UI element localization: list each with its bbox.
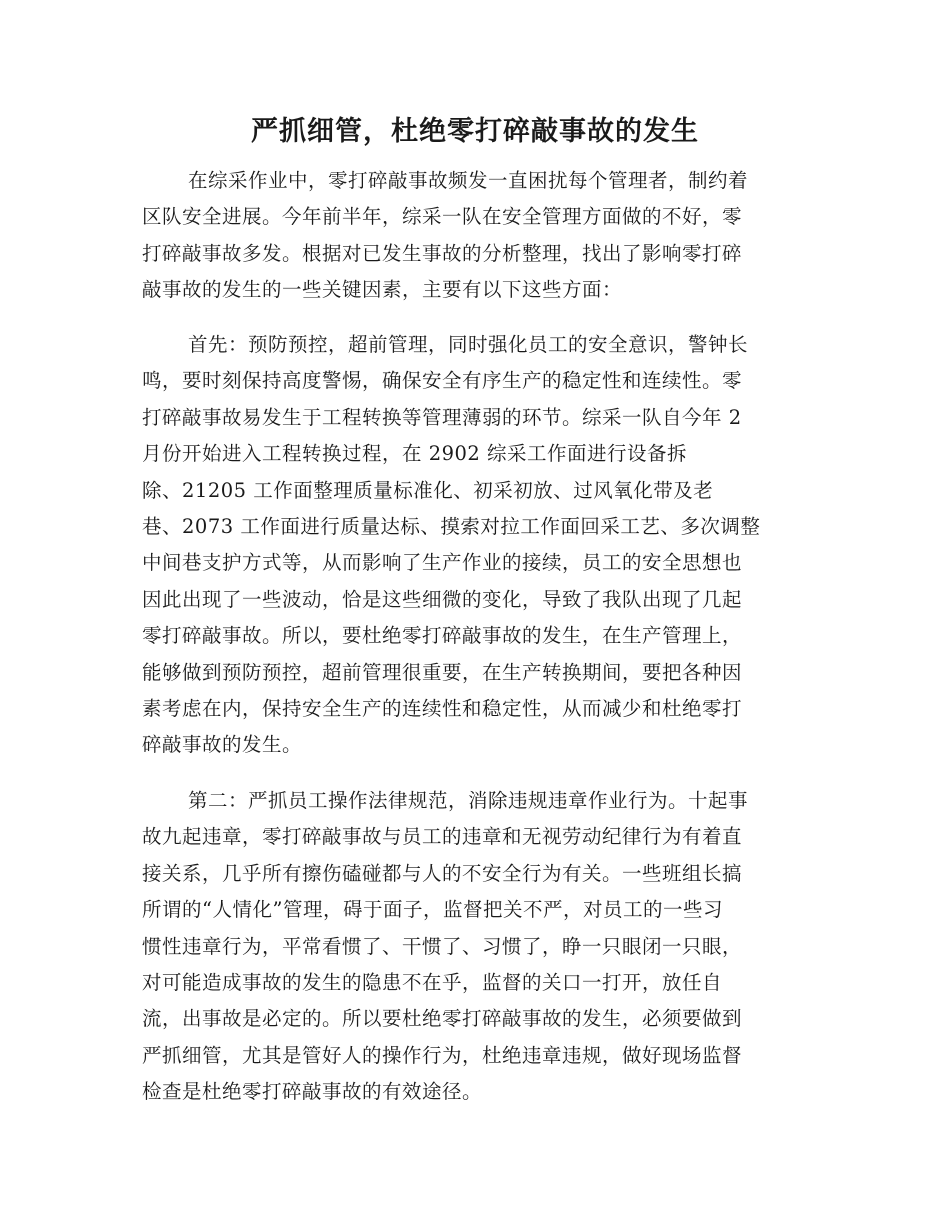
paragraph-line: 巷、2073 工作面进行质量达标、摸索对拉工作面回采工艺、多次调整 bbox=[142, 514, 761, 538]
paragraph-line: 素考虑在内，保持安全生产的连续性和稳定性，从而减少和杜绝零打 bbox=[142, 696, 743, 720]
paragraph-line: 区队安全进展。今年前半年，综采一队在安全管理方面做的不好，零 bbox=[142, 205, 743, 229]
paragraph-line: 鸣，要时刻保持高度警惕，确保安全有序生产的稳定性和连续性。零 bbox=[142, 369, 743, 393]
paragraph-line: 严抓细管，尤其是管好人的操作行为，杜绝违章违规，做好现场监督 bbox=[142, 1043, 743, 1067]
paragraph-1 bbox=[142, 163, 802, 309]
paragraph-3 bbox=[142, 783, 802, 1111]
paragraph-line: 对可能造成事故的发生的隐患不在乎，监督的关口一打开，放任自 bbox=[142, 970, 723, 994]
paragraph-line: 中间巷支护方式等，从而影响了生产作业的接续，员工的安全思想也 bbox=[142, 551, 743, 575]
paragraph-line: 首先：预防预控，超前管理，同时强化员工的安全意识，警钟长 bbox=[188, 333, 749, 356]
paragraph-line: 在综采作业中，零打碎敲事故频发一直困扰每个管理者，制约着 bbox=[188, 169, 749, 192]
paragraph-line: 除、21205 工作面整理质量标准化、初采初放、过风氧化带及老 bbox=[142, 478, 714, 502]
paragraph-line: 打碎敲事故多发。根据对已发生事故的分析整理，找出了影响零打碎 bbox=[142, 241, 743, 265]
paragraph-line: 流，出事故是必定的。所以要杜绝零打碎敲事故的发生，必须要做到 bbox=[142, 1007, 743, 1031]
paragraph-line: 能够做到预防预控，超前管理很重要，在生产转换期间，要把各种因 bbox=[142, 660, 743, 684]
paragraph-line: 碎敲事故的发生。 bbox=[142, 733, 303, 757]
paragraph-line: 故九起违章，零打碎敲事故与员工的违章和无视劳动纪律行为有着直 bbox=[142, 825, 743, 849]
paragraph-2 bbox=[142, 327, 802, 764]
paragraph-line: 敲事故的发生的一些关键因素，主要有以下这些方面： bbox=[142, 278, 623, 302]
paragraph-line: 接关系，几乎所有擦伤磕碰都与人的不安全行为有关。一些班组长搞 bbox=[142, 861, 743, 885]
paragraph-line: 第二：严抓员工操作法律规范，消除违规违章作业行为。十起事 bbox=[188, 789, 749, 812]
paragraph-line: 检查是杜绝零打碎敲事故的有效途径。 bbox=[142, 1080, 483, 1104]
paragraph-line: 惯性违章行为，平常看惯了、干惯了、习惯了，睁一只眼闭一只眼， bbox=[142, 934, 743, 958]
paragraph-line: 因此出现了一些波动，恰是这些细微的变化，导致了我队出现了几起 bbox=[142, 587, 743, 611]
paragraph-line: 零打碎敲事故。所以，要杜绝零打碎敲事故的发生，在生产管理上， bbox=[142, 624, 743, 648]
paragraph-line: 所谓的“人情化”管理，碍于面子，监督把关不严，对员工的一些习 bbox=[142, 898, 723, 922]
paragraph-line: 打碎敲事故易发生于工程转换等管理薄弱的环节。综采一队自今年 2 bbox=[142, 405, 742, 429]
document-title: 严抓细管，杜绝零打碎敲事故的发生 bbox=[251, 116, 699, 147]
paragraph-line: 月份开始进入工程转换过程，在 2902 综采工作面进行设备拆 bbox=[142, 442, 688, 466]
